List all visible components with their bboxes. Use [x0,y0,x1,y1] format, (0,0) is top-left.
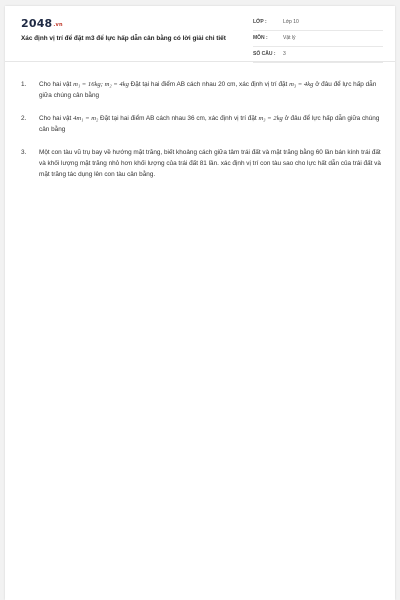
logo-text: 2048 [21,17,53,30]
meta-value-question-count: 3 [283,51,286,57]
question-item [21,114,381,135]
question-item [21,148,381,180]
document-title: Xác định vị trí để đặt m3 để lực hấp dẫn cân bằng có lời giải chi tiết [21,35,226,42]
logo-suffix: .vn [53,22,63,28]
question-number: 1. [21,81,27,88]
meta-label-subject: MÔN : [253,35,268,41]
site-logo[interactable] [21,17,63,30]
meta-value-class: Lớp 10 [283,19,299,25]
question-text-part: Một con tàu vũ trụ bay về hướng mặt trăng, biết khoảng cách giữa tâm trái đất và mặt trăng bằng 60 lần bán kính trái đất và khối lượng mặt trăng nhỏ hơn khối lượng của trái đất 81 lần. xác định vị trí con tàu sao cho lực hất dẫn của trái đất và mặt trăng tác dụng lên con tàu cân bằng. [39,149,381,178]
math-expression: m₁ = 16kg; m₂ = 4kg [73,81,129,88]
meta-row-subject [253,33,383,47]
document-header [5,6,395,62]
question-text-part: Đặt tại hai điểm AB cách nhau 36 cm, xác định vị trí đặt [98,115,259,123]
meta-row-question-count [253,49,383,63]
math-expression: m₃ = 2kg [258,115,283,123]
math-expression: 4m₁ = m₂ [73,115,99,123]
question-text-part: Cho hai vật [39,81,74,88]
question-number: 2. [21,115,27,123]
question-text [39,81,376,99]
question-text [39,115,379,133]
math-expression: m₃ = 4kg [289,81,314,88]
question-list [21,80,381,193]
question-number: 3. [21,149,27,157]
question-text-part: Đặt tại hai điểm AB cách nhau 20 cm, xác định vị trí đặt [128,81,290,88]
question-text-part: ở đâu để lực hấp dẫn giữa chúng cân bằng [39,81,377,99]
meta-label-question-count: SỐ CÂU : [253,51,276,57]
document-sheet [5,6,395,600]
question-text [39,149,381,177]
meta-label-class: LỚP : [253,19,267,25]
meta-row-class [253,17,383,31]
question-item [21,80,381,101]
question-text-part: Cho hai vật [39,115,74,123]
document-meta [253,17,383,65]
question-text-part: ở đâu để lực hấp dẫn giữa chúng cân bằng [39,115,380,133]
meta-value-subject: Vật lý [283,35,296,41]
